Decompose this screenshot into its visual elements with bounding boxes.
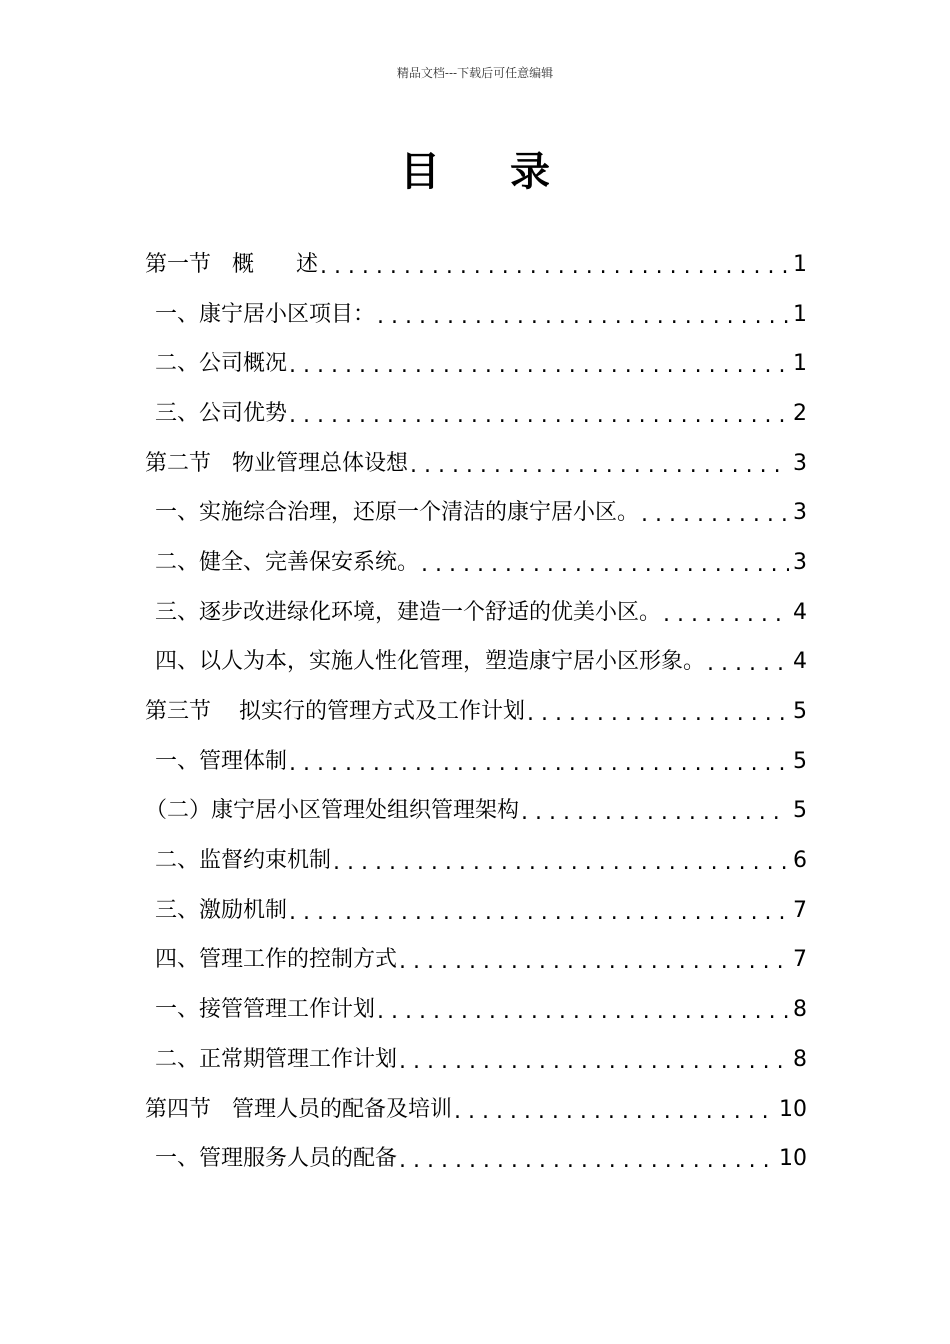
toc-entry-page-number: 7 xyxy=(793,947,807,973)
toc-dot-leader xyxy=(410,451,789,481)
toc-entry-label: 二、监督约束机制 xyxy=(155,848,332,874)
toc-entry[interactable] xyxy=(145,290,807,340)
toc-dot-leader xyxy=(377,302,789,332)
toc-dot-leader xyxy=(377,997,789,1027)
toc-entry-label: （二）康宁居小区管理处组织管理架构 xyxy=(145,798,520,824)
toc-entry-label: 一、管理体制 xyxy=(155,748,288,774)
toc-entry-label: 三、公司优势 xyxy=(155,400,288,426)
toc-entry-page-number: 1 xyxy=(793,251,807,277)
toc-entry-label: 第一节 概 述 xyxy=(145,251,318,277)
toc-entry-page-number: 1 xyxy=(793,301,807,327)
toc-entry-page-number: 8 xyxy=(793,1046,807,1072)
toc-entry-page-number: 5 xyxy=(793,699,807,725)
table-of-contents xyxy=(145,240,807,1184)
toc-dot-leader xyxy=(399,947,789,977)
toc-entry-label: 第四节 管理人员的配备及培训 xyxy=(145,1096,452,1122)
toc-entry-label: 四、管理工作的控制方式 xyxy=(155,947,398,973)
toc-dot-leader xyxy=(521,798,789,828)
toc-entry-page-number: 1 xyxy=(793,351,807,377)
toc-dot-leader xyxy=(320,252,789,282)
toc-entry-page-number: 3 xyxy=(793,500,807,526)
toc-entry[interactable] xyxy=(145,538,807,588)
toc-dot-leader xyxy=(527,699,789,729)
toc-dot-leader xyxy=(421,550,789,580)
toc-dot-leader xyxy=(399,1146,775,1176)
toc-entry-label: 第二节 物业管理总体设想 xyxy=(145,450,408,476)
page-title: 目录 xyxy=(400,149,620,195)
toc-entry-label: 三、激励机制 xyxy=(155,897,288,923)
toc-entry-label: 二、公司概况 xyxy=(155,351,288,377)
toc-entry[interactable] xyxy=(145,240,807,290)
toc-dot-leader xyxy=(333,848,789,878)
toc-dot-leader xyxy=(454,1097,775,1127)
toc-dot-leader xyxy=(289,749,789,779)
toc-entry[interactable] xyxy=(145,787,807,837)
toc-entry-label: 一、接管管理工作计划 xyxy=(155,997,376,1023)
toc-entry[interactable] xyxy=(145,1134,807,1184)
toc-entry[interactable] xyxy=(145,737,807,787)
toc-dot-leader xyxy=(289,351,789,381)
toc-entry[interactable] xyxy=(145,836,807,886)
toc-entry[interactable] xyxy=(145,588,807,638)
toc-entry-label: 三、逐步改进绿化环境，建造一个舒适的优美小区。 xyxy=(155,599,662,625)
toc-dot-leader xyxy=(707,649,789,679)
toc-entry-label: 二、正常期管理工作计划 xyxy=(155,1046,398,1072)
toc-dot-leader xyxy=(289,898,789,928)
toc-entry-page-number: 3 xyxy=(793,450,807,476)
toc-entry-page-number: 7 xyxy=(793,897,807,923)
toc-dot-leader xyxy=(399,1047,789,1077)
toc-entry-page-number: 5 xyxy=(793,798,807,824)
toc-entry-page-number: 5 xyxy=(793,748,807,774)
toc-entry[interactable] xyxy=(145,1035,807,1085)
toc-dot-leader xyxy=(663,600,789,630)
toc-entry[interactable] xyxy=(145,439,807,489)
toc-entry-label: 一、康宁居小区项目： xyxy=(155,301,376,327)
toc-entry-page-number: 10 xyxy=(779,1146,807,1172)
toc-dot-leader xyxy=(289,401,789,431)
toc-dot-leader xyxy=(641,500,789,530)
toc-entry-label: 第三节 拟实行的管理方式及工作计划 xyxy=(145,699,525,725)
toc-entry-label: 一、管理服务人员的配备 xyxy=(155,1146,398,1172)
toc-entry-page-number: 4 xyxy=(793,649,807,675)
toc-entry[interactable] xyxy=(145,488,807,538)
header-watermark: 精品文档---下载后可任意编辑 xyxy=(396,66,554,80)
toc-entry-label: 二、健全、完善保安系统。 xyxy=(155,549,420,575)
toc-entry-page-number: 4 xyxy=(793,599,807,625)
toc-entry[interactable] xyxy=(145,339,807,389)
toc-entry-page-number: 8 xyxy=(793,997,807,1023)
toc-entry[interactable] xyxy=(145,886,807,936)
toc-entry-page-number: 3 xyxy=(793,549,807,575)
toc-entry-page-number: 6 xyxy=(793,848,807,874)
toc-entry[interactable] xyxy=(145,936,807,986)
toc-entry-label: 一、实施综合治理，还原一个清洁的康宁居小区。 xyxy=(155,500,640,526)
toc-entry[interactable] xyxy=(145,687,807,737)
toc-entry[interactable] xyxy=(145,1085,807,1135)
toc-entry[interactable] xyxy=(145,638,807,688)
toc-entry-page-number: 2 xyxy=(793,400,807,426)
toc-entry-label: 四、以人为本，实施人性化管理，塑造康宁居小区形象。 xyxy=(155,649,706,675)
toc-entry[interactable] xyxy=(145,985,807,1035)
toc-entry-page-number: 10 xyxy=(779,1096,807,1122)
toc-entry[interactable] xyxy=(145,389,807,439)
